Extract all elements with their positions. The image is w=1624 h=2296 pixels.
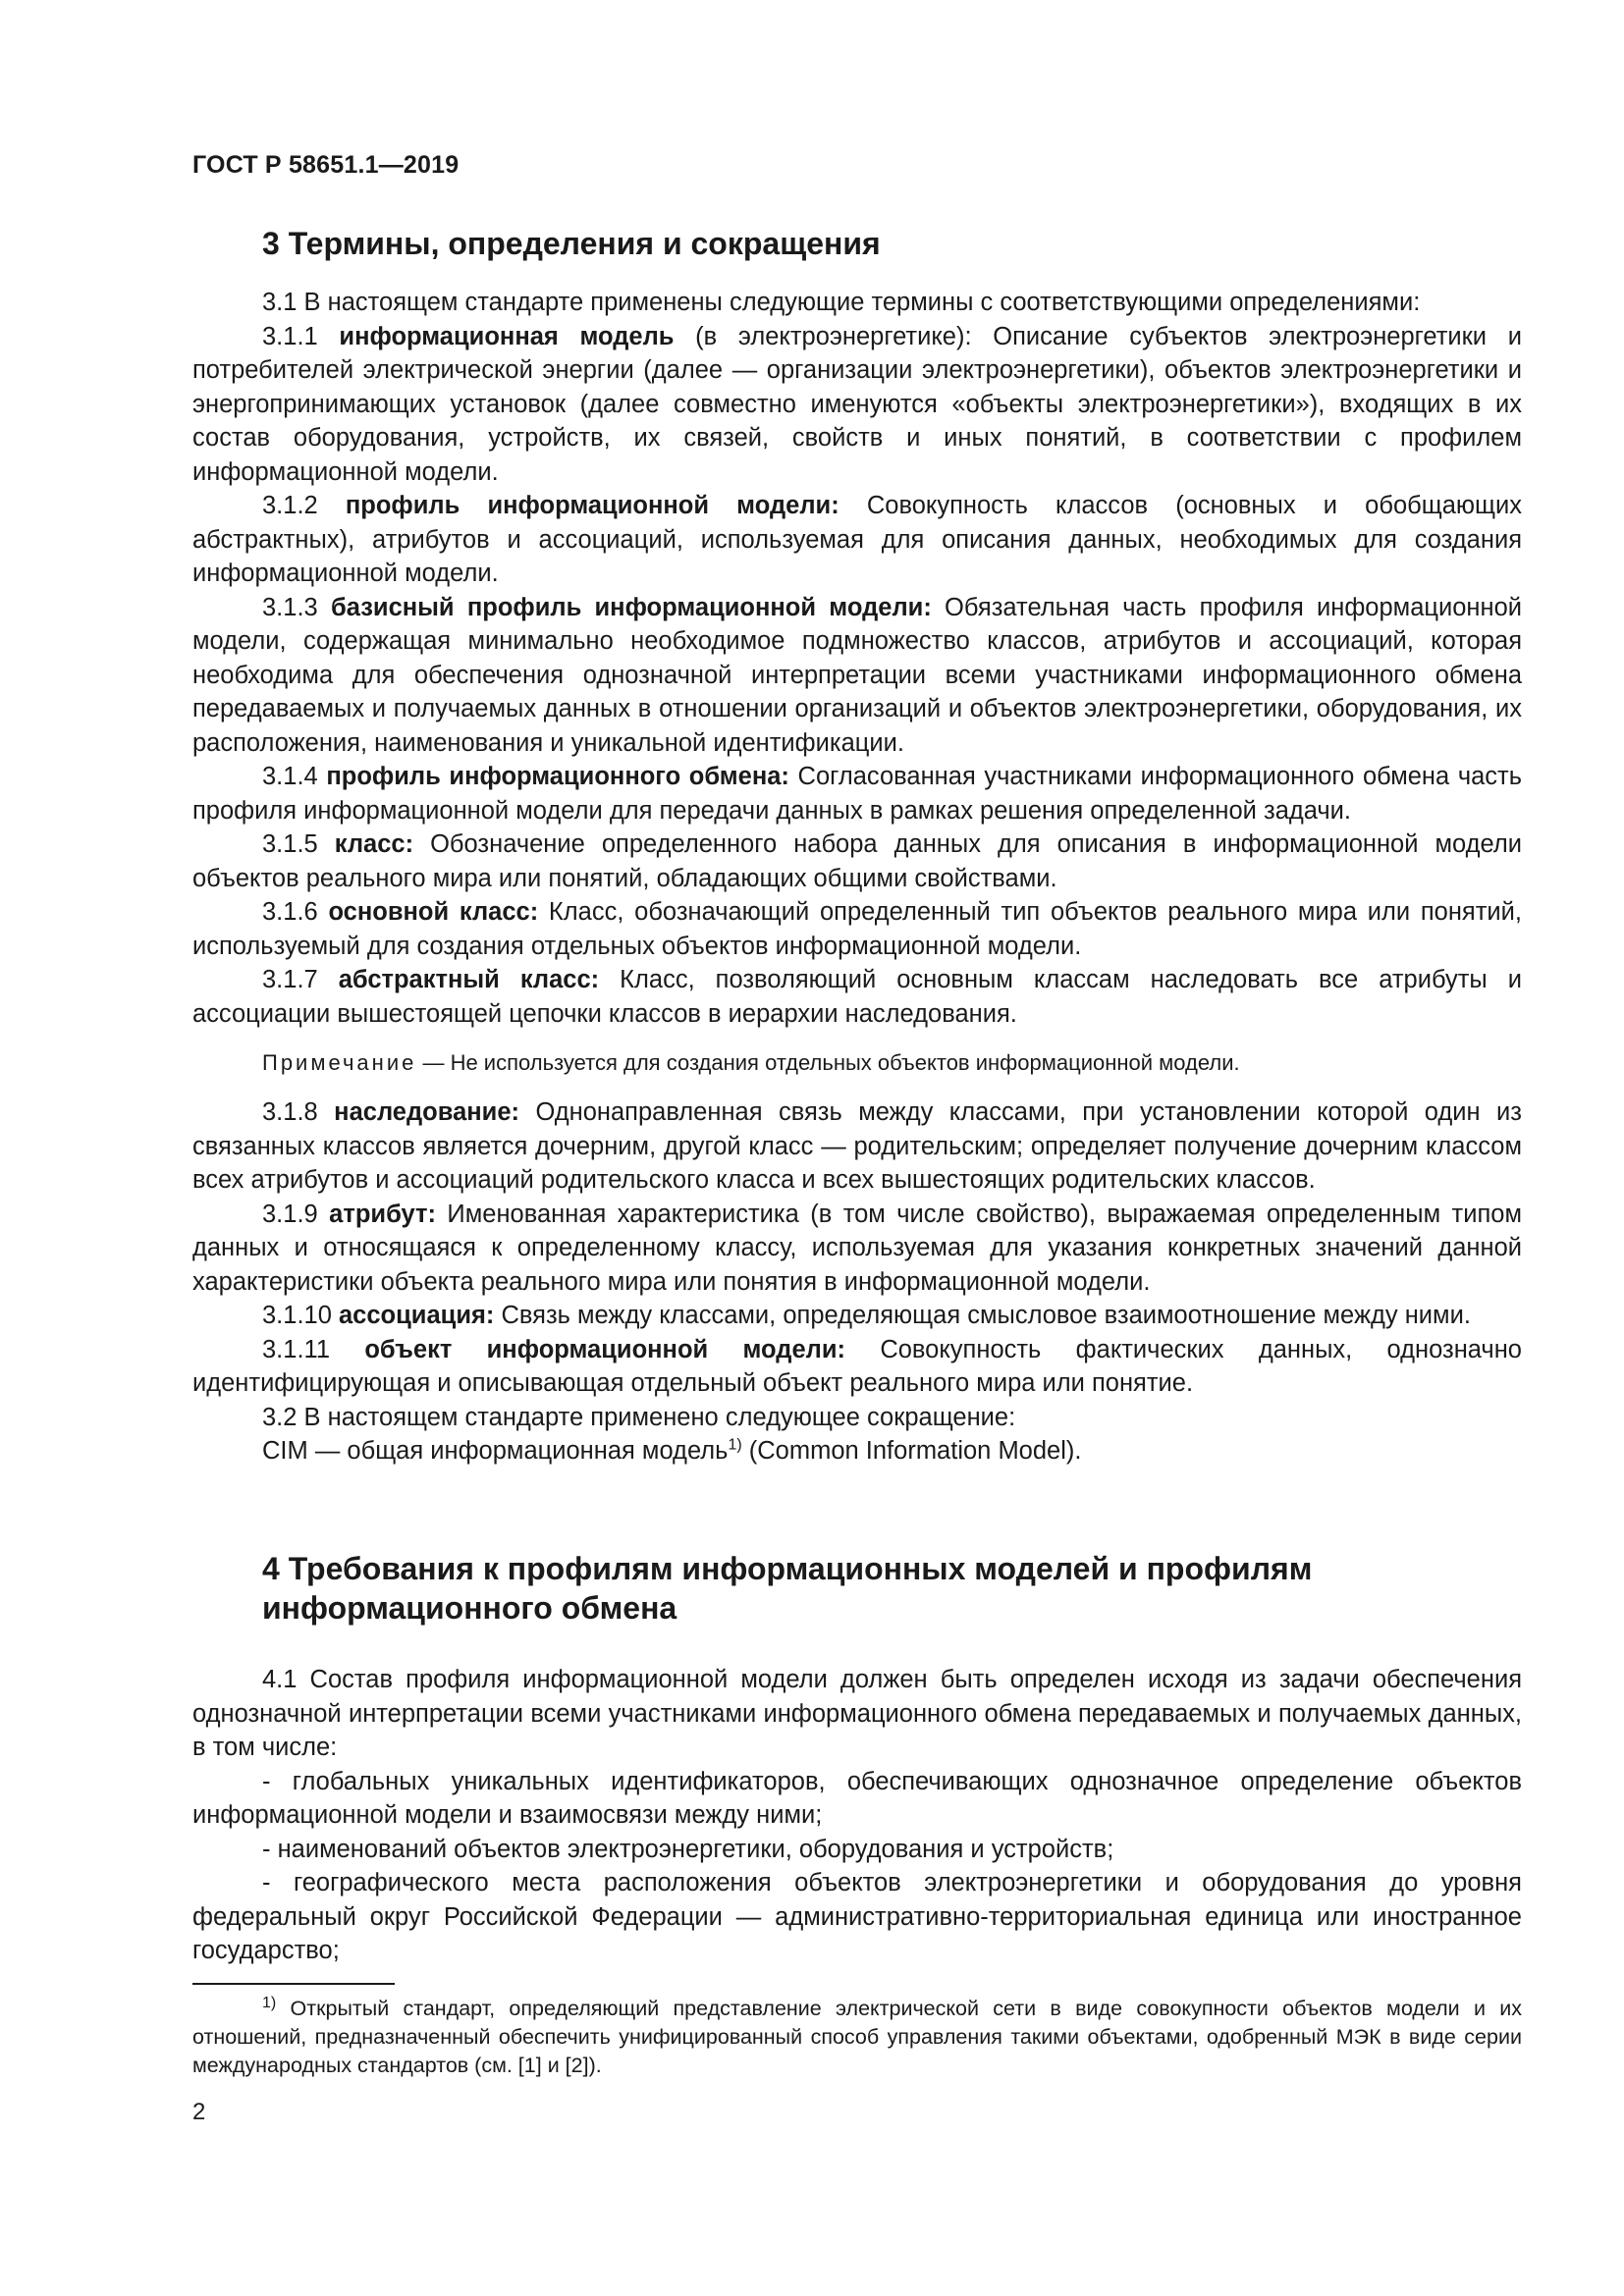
definition: Однонаправленная связь между классами, при установлении которой один из связанных классов является дочерним, другой класс — родительским; определяет получение дочерним классом всех атрибутов и ассоциаций родительского класса и всех вышестоящих родительских классов. [192, 1098, 1522, 1194]
note [192, 1048, 1522, 1078]
clause-number: 3.1.8 [262, 1098, 335, 1126]
term: ассоциация: [338, 1302, 495, 1329]
paragraph-3-1-3 [192, 591, 1522, 761]
paragraph-3-1-6 [192, 895, 1522, 963]
definition: Именованная характеристика (в том числе свойство), выражаемая определенным типом данных и относящаяся к определенному классу, используемая для указания конкретных значений данной характеристики объекта реального мира или понятия в информационной модели. [192, 1200, 1522, 1296]
section-4-title-line-1: 4 Требования к профилям информационных моделей и профилям [262, 1551, 1313, 1586]
section-4-body [192, 1663, 1522, 1968]
list-item: - глобальных уникальных идентификаторов, обеспечивающих однозначное определение объектов информационной модели и взаимосвязи между ними; [192, 1767, 1522, 1829]
paragraph-3-1: 3.1 В настоящем стандарте применены следующие термины с соответствующими определениями: [262, 289, 1421, 316]
paragraph-3-1-8 [192, 1095, 1522, 1198]
abbreviation-cim [192, 1434, 1522, 1468]
term: атрибут: [329, 1200, 436, 1228]
definition: Класс, обозначающий определенный тип объектов реального мира или понятий, используемый для создания отдельных объектов информационной модели. [192, 898, 1522, 960]
definition: Совокупность классов (основных и обобщающих абстрактных), атрибутов и ассоциаций, используемая для описания данных, необходимых для создания информационной модели. [192, 492, 1522, 587]
paragraph-3-1-2 [192, 489, 1522, 591]
term: объект информационной модели: [364, 1335, 846, 1363]
term: наследование: [334, 1098, 520, 1126]
section-4-title-line-2: информационного обмена [262, 1590, 677, 1626]
clause-number: 3.1.10 [262, 1302, 339, 1329]
note-text: — Не используется для создания отдельных объектов информационной модели. [416, 1050, 1240, 1075]
footnote-1 [192, 1995, 1522, 2080]
paragraph-3-2: 3.2 В настоящем стандарте применено следующее сокращение: [262, 1403, 1016, 1431]
clause-number: 3.1.2 [262, 492, 346, 519]
paragraph-3-1-10 [192, 1299, 1522, 1333]
list-item: - географического места расположения объектов электроэнергетики и оборудования до уровня федеральный округ Российской Федерации — административно-территориальная единица или иностранное государство; [192, 1869, 1522, 1964]
paragraph-3-1-4 [192, 760, 1522, 828]
paragraph-3-1-7 [192, 963, 1522, 1031]
list-item: - наименований объектов электроэнергетики, оборудования и устройств; [262, 1835, 1114, 1863]
paragraph-3-1-1 [192, 320, 1522, 490]
footnote-marker: 1) [262, 1994, 277, 2011]
clause-number: 3.1.5 [262, 830, 335, 858]
document-header: ГОСТ Р 58651.1—2019 [192, 151, 460, 179]
term: базисный профиль информационной модели: [330, 593, 932, 621]
term: абстрактный класс: [338, 966, 600, 993]
term: профиль информационного обмена: [326, 763, 789, 790]
footnote-ref[interactable]: 1) [728, 1436, 742, 1454]
term: профиль информационной модели: [345, 492, 839, 519]
paragraph-3-1-11 [192, 1333, 1522, 1401]
definition: Связь между классами, определяющая смысловое взаимоотношение между ними. [494, 1302, 1471, 1329]
clause-number: 3.1.7 [262, 966, 339, 993]
clause-number: 3.1.6 [262, 898, 329, 926]
definition: (в электроэнергетике): Описание субъектов электроэнергетики и потребителей электрической энергии (далее — организации электроэнергетики), объектов электроэнергетики и энергопринимающих установок (далее совместно именуются «объекты электроэнергетики»), входящих в их состав оборудования, устройств, их связей, свойств и иных понятий, в соответствии с профилем информационной модели. [192, 322, 1522, 486]
footnote-text: Открытый стандарт, определяющий представление электрической сети в виде совокупности объектов модели и их отношений, предназначенный обеспечить унифицированный способ управления такими объектами, одобренный МЭК в виде серии международных стандартов (см. [1] и [2]). [192, 1997, 1522, 2077]
definition: Обозначение определенного набора данных для описания в информационной модели объектов реального мира или понятий, обладающих общими свойствами. [192, 830, 1522, 892]
definition: Согласованная участниками информационного обмена часть профиля информационной модели для передачи данных в рамках решения определенной задачи. [192, 763, 1522, 825]
definition: Совокупность фактических данных, однозначно идентифицирующая и описывающая отдельный объект реального мира или понятие. [192, 1335, 1522, 1397]
section-3-body [192, 286, 1522, 1468]
paragraph-3-1-5 [192, 828, 1522, 895]
section-4-title [262, 1549, 1312, 1628]
paragraph-4-1: 4.1 Состав профиля информационной модели должен быть определен исходя из задачи обеспечения однозначной интерпретации всеми участниками информационного обмена передаваемых и получаемых данных, в том числе: [192, 1666, 1522, 1761]
page-number: 2 [192, 2099, 206, 2125]
clause-number: 3.1.4 [262, 763, 327, 790]
clause-number: 3.1.9 [262, 1200, 330, 1228]
term: класс: [334, 830, 414, 858]
term: информационная модель [339, 322, 675, 350]
abbreviation-expansion: (Common Information Model). [741, 1437, 1082, 1465]
section-3-title: 3 Термины, определения и сокращения [262, 226, 881, 261]
abbreviation-text: CIM — общая информационная модель [262, 1437, 729, 1465]
clause-number: 3.1.11 [262, 1335, 365, 1363]
note-label: Примечание [262, 1050, 417, 1075]
definition: Класс, позволяющий основным классам наследовать все атрибуты и ассоциации вышестоящей цепочки классов в иерархии наследования. [192, 966, 1522, 1028]
clause-number: 3.1.3 [262, 593, 331, 621]
footnote-divider [192, 1983, 395, 1985]
footnote [192, 1995, 1522, 2080]
clause-number: 3.1.1 [262, 322, 340, 350]
paragraph-3-1-9 [192, 1198, 1522, 1300]
term: основной класс: [328, 898, 539, 926]
definition: Обязательная часть профиля информационной модели, содержащая минимально необходимое подмножество классов, атрибутов и ассоциаций, которая необходима для обеспечения однозначной интерпретации всеми участниками информационного обмена передаваемых и получаемых данных в отношении организаций и объектов электроэнергетики, оборудования, их расположения, наименования и уникальной идентификации. [192, 593, 1523, 757]
